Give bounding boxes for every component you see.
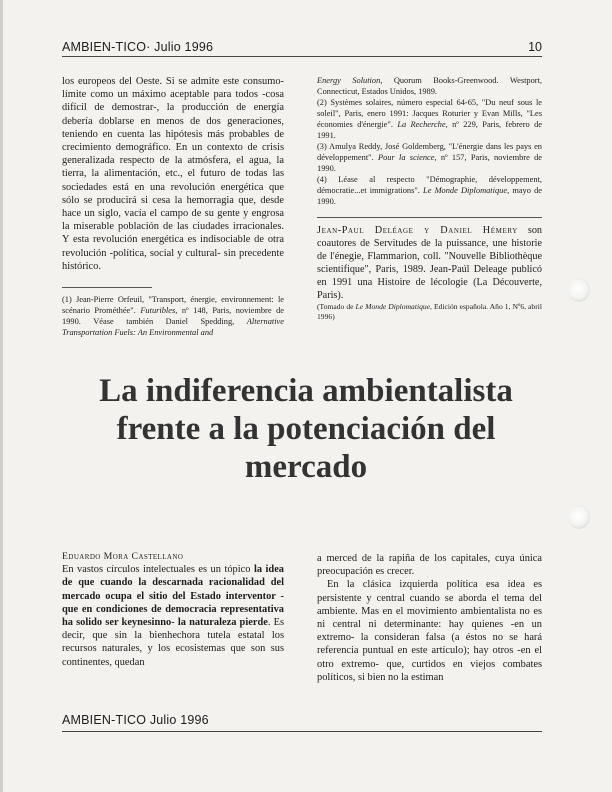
article-paragraph-1-continued: a merced de la rapiña de los capitales, cuya única preocupación es crecer. (317, 553, 542, 578)
article-paragraph-1: En vastos círculos intelectuales es un tópico la idea de que cuando la descarnada racionalidad del mercado ocupa el sitio del Estado interventor -que en condiciones de democracia representativa ha solido ser keynesinno- la naturaleza pierde. Es decir, que sin la bienhechora tutela estatal los recursos naturales, y los ecosistemas que son sus continentes, quedan (62, 564, 285, 668)
article-right-column (317, 552, 542, 684)
bio-authors: Jean-Paul Deléage y Daniel Hémery (317, 225, 518, 236)
continued-paragraph: los europeos del Oeste. Si se admite este consumo-límite como un máximo aceptable para todos -cosa difícil de demostrar-, la producción de energía debería doblarse en menos de dos generaciones, teniendo en cuenta las hipótesis más probables de crecimiento demográfico. En un contexto de crisis generalizada respecto de la atmósfera, el agua, la tierra, la alimentación, etc., el futuro de todas las sociedades está en una revolución energética que sólo se producirá si cesa la hemorragia que, desde hace un siglo, vacía el campo de su gente y engrosa la miserable población de las ciudades irracionales. Y esta revolución energética es indisociable de otra revolución -política, social y cultural- sin precedente histórico. (62, 76, 284, 272)
header-title: AMBIEN-TICO· Julio 1996 (62, 40, 214, 54)
article-author: Eduardo Mora Castellano (62, 551, 184, 562)
footnote-4: (4) Léase al respecto "Démographie, développement, démocratie...et immigrations". Le Monde Diplomatique, mayo de 1990. (317, 175, 542, 206)
author-bio: Jean-Paul Deléage y Daniel Hémery son coautores de Servitudes de la puissance, une historie de l'énegie, Flammarion, coll. "Nouvelle Bibliothèque scientifique", Paris, 1989. Jean-Paúl Deleage publicó en 1991 una Histoire de lécologie (La Découverte, Paris). (317, 225, 543, 301)
top-right-column (317, 75, 542, 322)
article-paragraph-2: En la clásica izquierda política esa idea es persistente y central cuando se aborda el tema del ambiente. Mas en el movimiento ambientalista no es ni central ni determinante: hay quienes -en un extremo- la consideran falsa (a éstos no se hará referencia puntual en este artículo); hay otros -en el otro extremo- que, curtidos en viejos combates políticos, si bien no la estiman (317, 579, 542, 683)
header-rule (62, 56, 542, 57)
punch-hole-top (568, 278, 590, 302)
section-rule (317, 217, 542, 218)
footnote-rule (62, 287, 152, 288)
article-left-column (62, 550, 284, 669)
footnote-3: (3) Amulya Reddy, José Goldemberg, "L'énergie dans les pays en développement". Pour la science, nº 157, Paris, noviembre de 1990. (317, 142, 542, 173)
page-number: 10 (528, 40, 542, 54)
footnote-1: (1) Jean-Pierre Orfeuil, "Transport, énergie, environnement: le scénario Prométhée". Futuribles, nº 148, Paris, noviembre de 1990. Véase también Daniel Spedding, Alternative Transportation Fuels: An Environmental and (62, 295, 284, 338)
scan-edge (0, 0, 3, 792)
page-footer: AMBIEN-TICO Julio 1996 (62, 713, 209, 727)
article-title: La indiferencia ambientalista frente a la potenciación del mercado (99, 373, 513, 485)
page-header (62, 38, 542, 58)
footer-rule (62, 731, 542, 732)
punch-hole-bottom (568, 505, 590, 529)
top-left-column (62, 75, 284, 338)
footnote-2: (2) Systèmes solaires, número especial 64-65, "Du neuf sous le soleil", Paris, enero 1991: Jacques Roturier y Evan Mills, "Les économies d'énergie". La Recherche, nº 229, Paris, febrero de 1991. (317, 98, 542, 140)
footnote-1-continued: Energy Solution, Quorum Books-Greenwood. Westport, Connecticut, Estados Unidos, 1989. (317, 76, 542, 96)
source-note: (Tomado de Le Monde Diplomatique, Edición española. Año 1, Nº6, abril 1996) (317, 302, 542, 321)
